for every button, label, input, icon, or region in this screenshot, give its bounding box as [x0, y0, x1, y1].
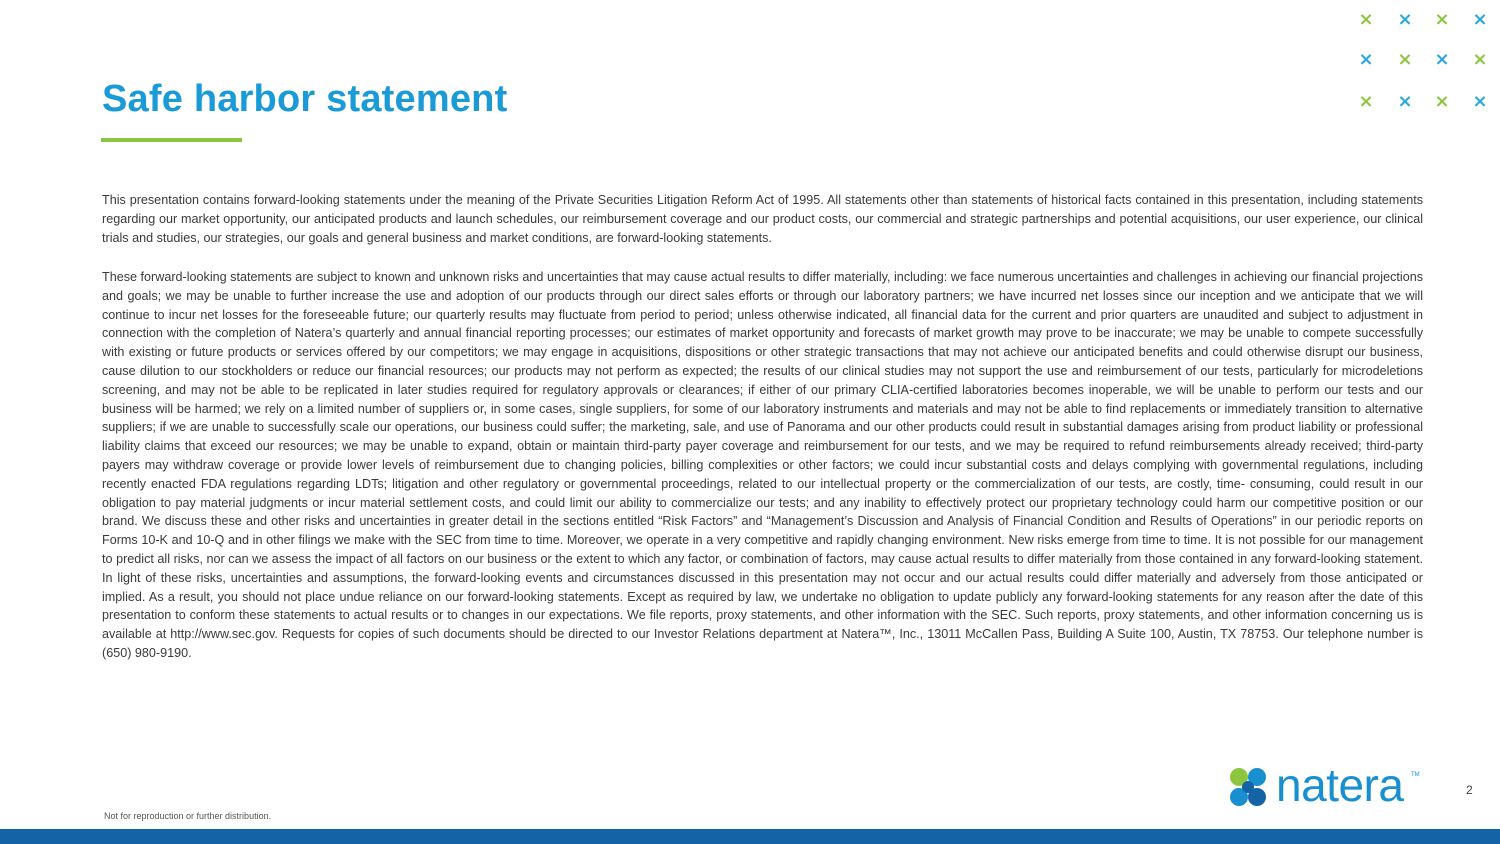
decorative-x-pattern	[1350, 8, 1500, 128]
x-mark-icon: ×	[1358, 9, 1374, 30]
x-mark-icon: ×	[1434, 49, 1450, 70]
logo-wordmark: natera	[1276, 759, 1404, 811]
x-mark-icon: ×	[1434, 91, 1450, 112]
page-number: 2	[1466, 783, 1473, 797]
x-mark-icon: ×	[1472, 49, 1488, 70]
logo-trademark: TM	[1411, 772, 1420, 778]
x-mark-icon: ×	[1397, 9, 1413, 30]
x-mark-icon: ×	[1434, 9, 1450, 30]
x-mark-icon: ×	[1397, 49, 1413, 70]
title-underline	[101, 138, 242, 142]
natera-logo-icon	[1228, 766, 1268, 808]
x-mark-icon: ×	[1397, 91, 1413, 112]
disclaimer-paragraph-2: These forward-looking statements are subject to known and unknown risks and uncertainties that may cause actual results to differ materially, including: we face numerous uncertainties and challenges in achieving our financial projections and goals; we may be unable to further increase the use and adoption of our products through our direct sales efforts or through our laboratory partners; we have incurred net losses since our inception and we anticipate that we will continue to incur net losses for the foreseeable future; our quarterly results may fluctuate from period to period; unless otherwise indicated, all financial data for the current and prior quarters are unaudited and subject to adjustment in connection with the completion of Natera’s quarterly and annual financial reporting processes; our estimates of market opportunity and forecasts of market growth may prove to be inaccurate; we may be unable to compete successfully with existing or future products or services offered by our competitors; we may engage in acquisitions, dispositions or other strategic transactions that may not achieve our anticipated benefits and could otherwise disrupt our business, cause dilution to our stockholders or reduce our financial resources; our products may not perform as expected; the results of our clinical studies may not support the use and reimbursement of our tests, particularly for microdeletions screening, and may not be able to be replicated in later studies required for regulatory approvals or clearances; if either of our primary CLIA-certified laboratories becomes inoperable, we will be unable to perform our tests and our business will be harmed; we rely on a limited number of suppliers or, in some cases, single suppliers, for some of our laboratory instruments and materials and may not be able to find replacements or immediately transition to alternative suppliers; if we are unable to successfully scale our operations, our business could suffer; the marketing, sale, and use of Panorama and our other products could result in substantial damages arising from product liability or professional liability claims that exceed our resources; we may be unable to expand, obtain or maintain third-party payer coverage and reimbursement for our tests, and we may be required to refund reimbursements already received; third-party payers may withdraw coverage or provide lower levels of reimbursement due to changing policies, billing complexities or other factors; we could incur substantial costs and delays complying with governmental regulations, including recently enacted FDA regulations regarding LDTs; litigation and other regulatory or governmental proceedings, related to our intellectual property or the commercialization of our tests, are costly, time- consuming, could result in our obligation to pay material judgments or incur material settlement costs, and could limit our ability to commercialize our tests; and any inability to effectively protect our proprietary technology could harm our competitive position or our brand. We discuss these and other risks and uncertainties in greater detail in the sections entitled “Risk Factors” and “Management’s Discussion and Analysis of Financial Condition and Results of Operations” in our periodic reports on Forms 10-K and 10-Q and in other filings we make with the SEC from time to time. Moreover, we operate in a very competitive and rapidly changing environment. New risks emerge from time to time. It is not possible for our management to predict all risks, nor can we assess the impact of all factors on our business or the extent to which any factor, or combination of factors, may cause actual results to differ materially from those contained in any forward-looking statement. In light of these risks, uncertainties and assumptions, the forward-looking events and circumstances discussed in this presentation may not occur and our actual results could differ materially and adversely from those anticipated or implied. As a result, you should not place undue reliance on our forward-looking statements. Except as required by law, we undertake no obligation to update publicly any forward-looking statements for any reason after the date of this presentation to conform these statements to actual results or to changes in our expectations. We file reports, proxy statements, and other information with the SEC. Such reports, proxy statements, and other information concerning us is available at http://www.sec.gov. Requests for copies of such documents should be directed to our Investor Relations department at Natera™, Inc., 13011 McCallen Pass, Building A Suite 100, Austin, TX 78753. Our telephone number is (650) 980-9190.	[102, 270, 1423, 660]
bottom-bar	[0, 829, 1500, 844]
x-mark-icon: ×	[1358, 91, 1374, 112]
disclaimer-paragraph-1: This presentation contains forward-looking statements under the meaning of the Private Securities Litigation Reform Act of 1995. All statements other than statements of historical facts contained in this presentation, including statements regarding our market opportunity, our anticipated products and launch schedules, our reimbursement coverage and our product costs, our commercial and strategic partnerships and potential acquisitions, our user experience, our clinical trials and studies, our strategies, our goals and general business and market conditions, are forward-looking statements.	[102, 193, 1423, 245]
natera-logo	[1228, 759, 1428, 811]
page-title: Safe harbor statement	[102, 78, 508, 120]
x-mark-icon: ×	[1472, 9, 1488, 30]
footer-note: Not for reproduction or further distribution.	[104, 811, 272, 821]
x-mark-icon: ×	[1358, 49, 1374, 70]
x-mark-icon: ×	[1472, 91, 1488, 112]
